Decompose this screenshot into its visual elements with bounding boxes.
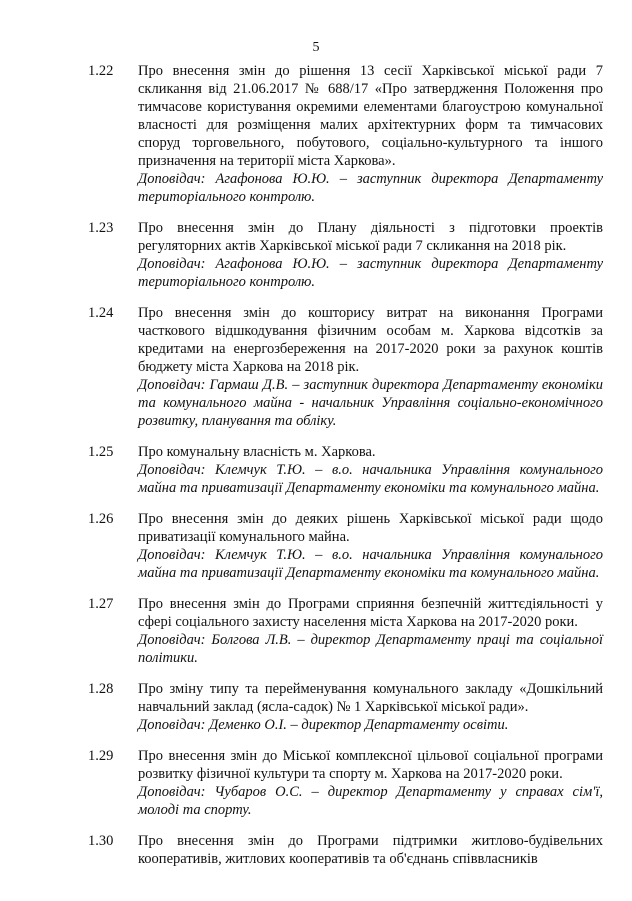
agenda-item-1-30 [0,832,632,868]
item-title: Про внесення змін до Програми сприяння безпечній життєдіяльності у сфері соціального захисту населення міста Харкова на 2017-2020 роки. [138,596,603,630]
agenda-item-1-29 [0,747,632,819]
item-title: Про внесення змін до Програми підтримки житлово-будівельних кооперативів, житлових кооперативів та об'єднань співвласників [138,833,603,867]
item-speaker: Доповідач: Чубаров О.С. – директор Департаменту у справах сім'ї, молоді та спорту. [138,784,603,818]
item-speaker: Доповідач: Агафонова Ю.Ю. – заступник директора Департаменту територіального контролю. [138,171,603,205]
agenda-item-1-28 [0,680,632,734]
item-speaker: Доповідач: Агафонова Ю.Ю. – заступник директора Департаменту територіального контролю. [138,256,603,290]
item-title: Про внесення змін до Плану діяльності з підготовки проектів регуляторних актів Харківської міської ради 7 скликання на 2018 рік. [138,220,603,254]
item-title: Про внесення змін до Міської комплексної цільової соціальної програми розвитку фізичної культури та спорту м. Харкова на 2017-2020 роки. [138,748,603,782]
agenda-item-1-27 [0,595,632,667]
item-number: 1.27 [88,596,114,612]
page-number: 5 [312,40,320,55]
agenda-item-1-24 [0,304,632,430]
agenda-item-1-25 [0,443,632,497]
item-number: 1.22 [88,63,114,79]
item-speaker: Доповідач: Деменко О.І. – директор Департаменту освіти. [138,717,509,733]
item-number: 1.26 [88,511,114,527]
item-speaker: Доповідач: Клемчук Т.Ю. – в.о. начальника Управління комунального майна та приватизації Департаменту економіки та комунального майна. [138,547,603,581]
item-title: Про комунальну власність м. Харкова. [138,444,376,460]
item-number: 1.30 [88,833,114,849]
item-number: 1.28 [88,681,114,697]
agenda-item-1-23 [0,219,632,291]
item-number: 1.24 [88,305,114,321]
agenda-item-1-26 [0,510,632,582]
item-title: Про зміну типу та перейменування комунального закладу «Дошкільний навчальний заклад (ясла-садок) № 1 Харківської міської ради». [138,681,603,715]
item-title: Про внесення змін до рішення 13 сесії Харківської міської ради 7 скликання від 21.06.2017 № 688/17 «Про затвердження Положення про тимчасове користування окремими елементами благоустрою комунальної власності для розміщення малих архітектурних форм та тимчасових споруд торговельного, побутового, соціально-культурного та іншого призначення на території міста Харкова». [138,63,603,169]
item-number: 1.25 [88,444,114,460]
item-speaker: Доповідач: Гармаш Д.В. – заступник директора Департаменту економіки та комунального майна - начальник Управління соціально-економічного розвитку, планування та обліку. [138,377,603,429]
item-title: Про внесення змін до кошторису витрат на виконання Програми часткового відшкодування фізичним особам м. Харкова відсотків за кредитами на енергозбереження на 2017-2020 роки за рахунок коштів бюджету міста Харкова на 2018 рік. [138,305,603,375]
item-number: 1.29 [88,748,114,764]
item-number: 1.23 [88,220,114,236]
item-title: Про внесення змін до деяких рішень Харківської міської ради щодо приватизації комунального майна. [138,511,603,545]
agenda-list [0,62,632,881]
item-speaker: Доповідач: Болгова Л.В. – директор Департаменту праці та соціальної політики. [138,632,603,666]
item-speaker: Доповідач: Клемчук Т.Ю. – в.о. начальника Управління комунального майна та приватизації Департаменту економіки та комунального майна. [138,462,603,496]
agenda-item-1-22 [0,62,632,206]
